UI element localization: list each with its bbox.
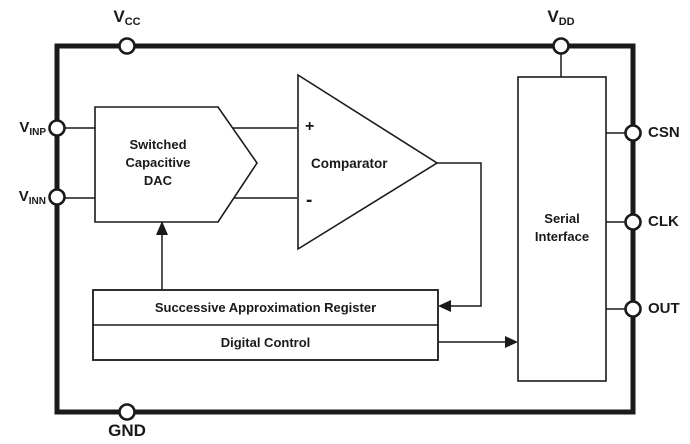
pin-label-vdd: $V_{DD}$ [547,7,575,28]
switched-capacitive-dac-label: Switched Capacitive DAC [125,137,191,188]
serial-interface-label: Serial Interface [534,211,590,244]
comparator-feedback-arrowhead [438,300,451,312]
vinn-pin [50,190,65,205]
pin-label-vinp: $V_{INP}$ [19,119,46,138]
csn-pin [626,126,641,141]
vcc-pin [120,39,135,54]
clk-pin [626,215,641,230]
comparator-minus-input-label: - [306,190,313,211]
pin-label-out: OUT [648,300,680,317]
pin-label-vinn: $V_{INN}$ [18,188,46,207]
pin-label-gnd: GND [108,421,146,440]
digital-control-to-serial-arrowhead [505,336,518,348]
pin-label-vcc: $V_{CC}$ [113,7,141,28]
comparator-label: Comparator [311,156,388,171]
vinp-pin [50,121,65,136]
out-pin [626,302,641,317]
successive-approximation-register-label: Successive Approximation Register [154,300,377,315]
gnd-pin [120,405,135,420]
vdd-pin [554,39,569,54]
digital-control-label: Digital Control [220,335,311,350]
sar-to-dac-arrowhead [156,221,168,235]
comparator-feedback-line [437,163,481,306]
pin-label-clk: CLK [648,213,679,230]
pin-label-csn: CSN [648,124,680,141]
comparator-plus-input-label: + [305,118,315,135]
